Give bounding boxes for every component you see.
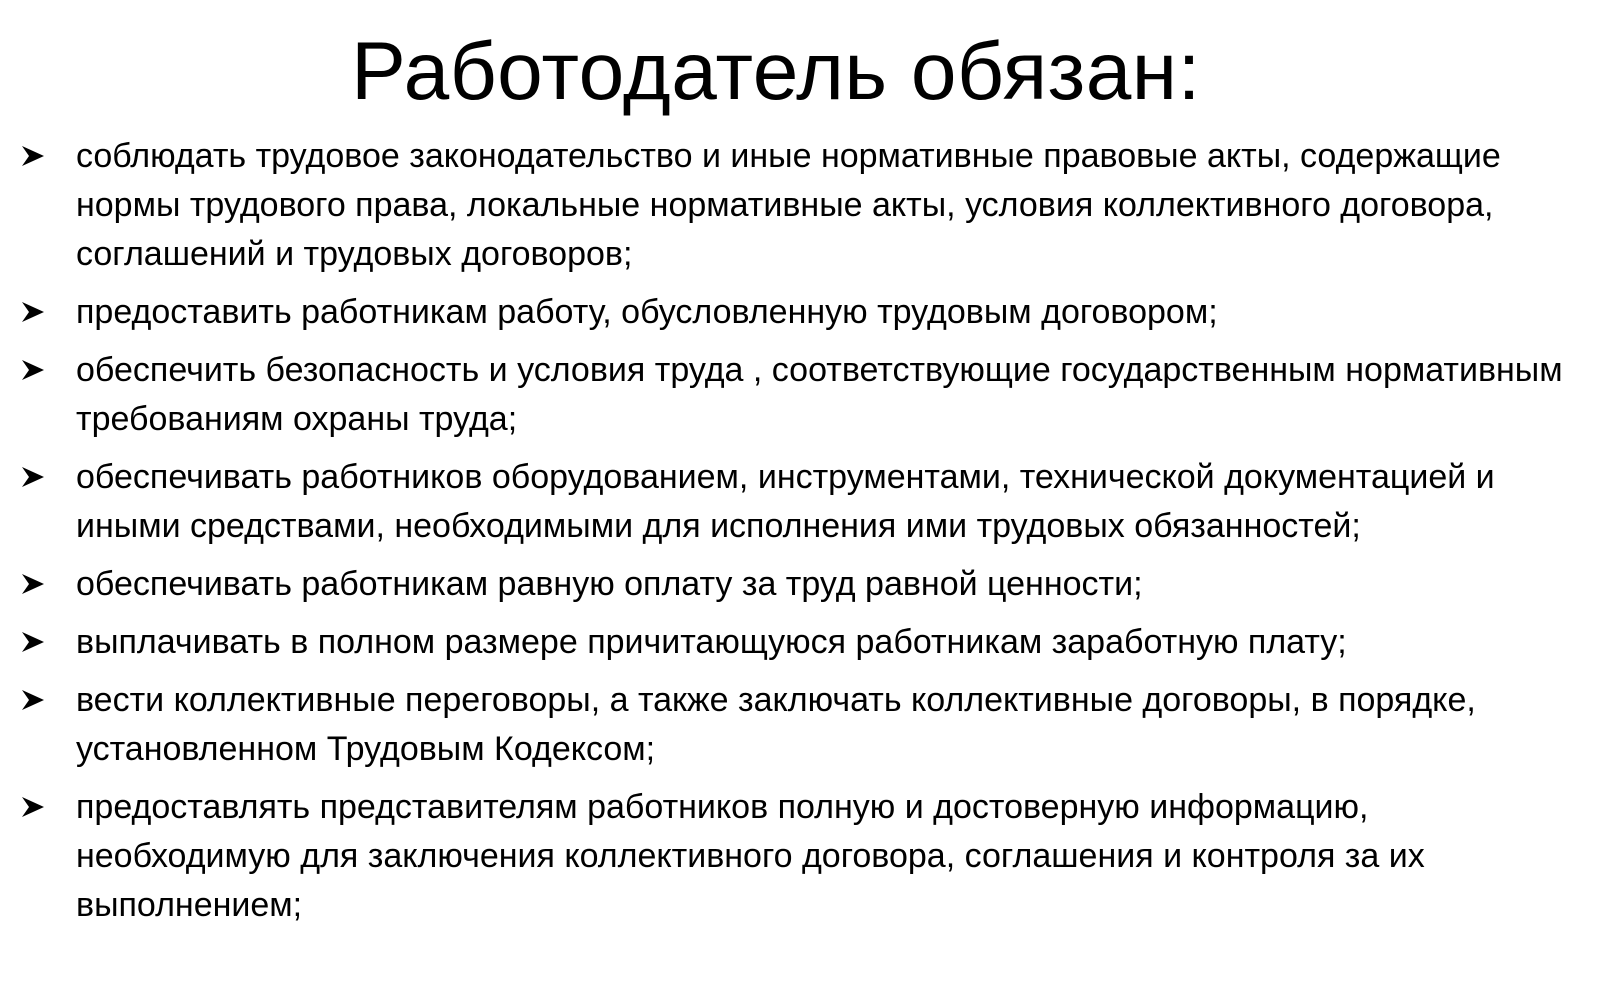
arrowhead-bullet-icon — [20, 299, 46, 325]
list-item-text: вести коллективные переговоры, а также заключать коллективные договоры, в порядке, установленном Трудовым Кодексом; — [76, 681, 1476, 768]
arrowhead-bullet-icon — [20, 464, 46, 490]
list-item — [20, 783, 1580, 930]
list-item — [20, 676, 1580, 774]
list-item — [20, 132, 1580, 279]
list-item-text: обеспечивать работникам равную оплату за труд равной ценности; — [76, 565, 1143, 603]
list-item — [20, 346, 1580, 444]
list-item-text: предоставлять представителям работников полную и достоверную информацию, необходимую для заключения коллективного договора, соглашения и контроля за их выполнением; — [76, 788, 1425, 924]
list-item — [20, 453, 1580, 551]
arrowhead-bullet-icon — [20, 571, 46, 597]
list-item — [20, 560, 1580, 609]
list-item-text: обеспечивать работников оборудованием, инструментами, технической документацией и иными средствами, необходимыми для исполнения ими трудовых обязанностей; — [76, 458, 1495, 545]
list-item-text: предоставить работникам работу, обусловленную трудовым договором; — [76, 293, 1218, 331]
slide-title: Работодатель обязан: — [351, 26, 1201, 117]
list-item-text: соблюдать трудовое законодательство и иные нормативные правовые акты, содержащие нормы трудового права, локальные нормативные акты, условия коллективного договора, соглашений и трудовых договоров; — [76, 137, 1501, 273]
arrowhead-bullet-icon — [20, 357, 46, 383]
list-item-text: выплачивать в полном размере причитающуюся работникам заработную плату; — [76, 623, 1347, 661]
obligations-list — [20, 132, 1580, 939]
arrowhead-bullet-icon — [20, 687, 46, 713]
arrowhead-bullet-icon — [20, 629, 46, 655]
arrowhead-bullet-icon — [20, 143, 46, 169]
list-item-text: обеспечить безопасность и условия труда , соответствующие государственным нормативным требованиям охраны труда; — [76, 351, 1563, 438]
list-item — [20, 618, 1580, 667]
arrowhead-bullet-icon — [20, 794, 46, 820]
list-item — [20, 288, 1580, 337]
